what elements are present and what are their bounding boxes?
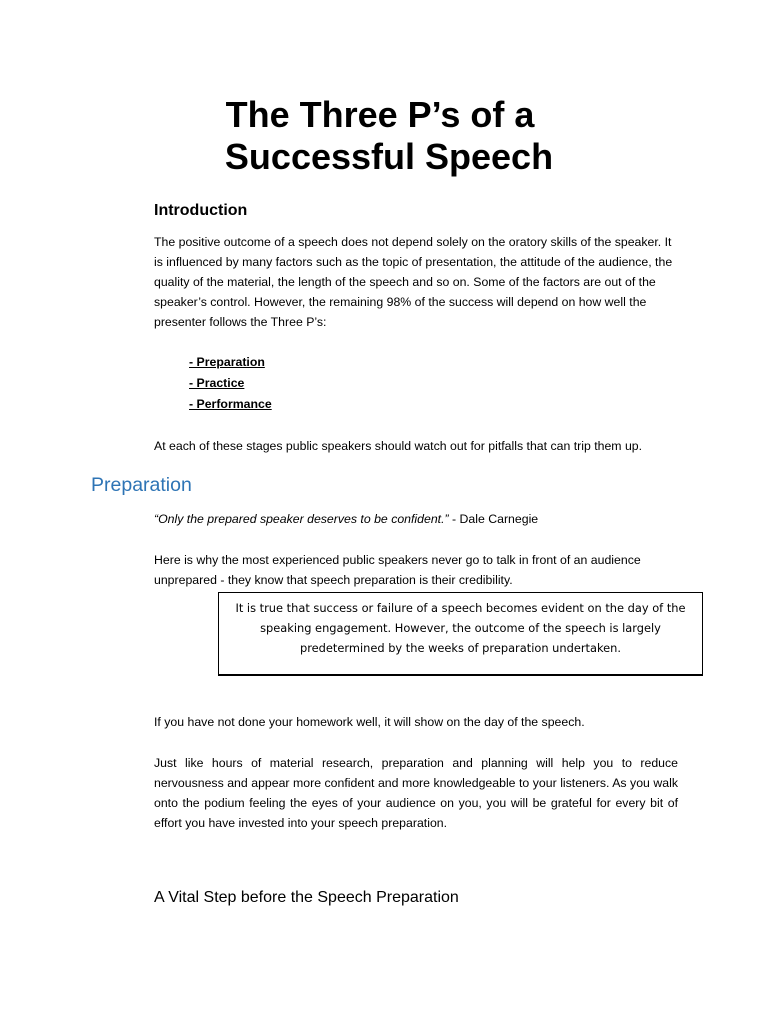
credibility-paragraph: Here is why the most experienced public speakers never go to talk in front of an audience unprepared - they know that speech preparation is their credibility. — [154, 553, 641, 587]
three-ps-list — [189, 352, 272, 415]
research-paragraph: Just like hours of material research, preparation and planning will help you to reduce nervousness and appear more confident and more knowledgeable to your listeners. As you walk onto the podium feeling the eyes of your audience on you, you will be grateful for every bit of effort you have invested into your speech preparation. — [154, 756, 678, 830]
carnegie-quote — [154, 509, 538, 529]
homework-paragraph: If you have not done your homework well, it will show on the day of the speech. — [154, 715, 585, 729]
document-title — [0, 94, 768, 178]
vital-step-heading: A Vital Step before the Speech Preparation — [154, 889, 459, 906]
introduction-heading: Introduction — [154, 202, 248, 219]
title-line-2: Successful Speech — [224, 136, 554, 177]
list-item-performance: - Performance — [189, 397, 272, 411]
list-item-practice: - Practice — [189, 376, 245, 390]
preparation-heading: Preparation — [91, 474, 192, 496]
callout-box: It is true that success or failure of a speech becomes evident on the day of the speaking engagement. However, the outcome of the speech is largely predetermined by the weeks of preparation undertaken. — [218, 592, 703, 676]
title-line-1: The Three P’s of a — [225, 94, 535, 135]
quote-author: - Dale Carnegie — [448, 512, 539, 526]
list-item-preparation: - Preparation — [189, 355, 265, 369]
introduction-paragraph: The positive outcome of a speech does not depend solely on the oratory skills of the speaker. It is influenced by many factors such as the topic of presentation, the attitude of the audience, the quality of the material, the length of the speech and so on. Some of the factors are out of the speaker’s control. However, the remaining 98% of the success will depend on how well the presenter follows the Three P’s: — [154, 235, 673, 329]
stages-paragraph: At each of these stages public speakers should watch out for pitfalls that can trip them up. — [154, 439, 643, 453]
quote-text: “Only the prepared speaker deserves to be confident.” — [154, 512, 449, 526]
